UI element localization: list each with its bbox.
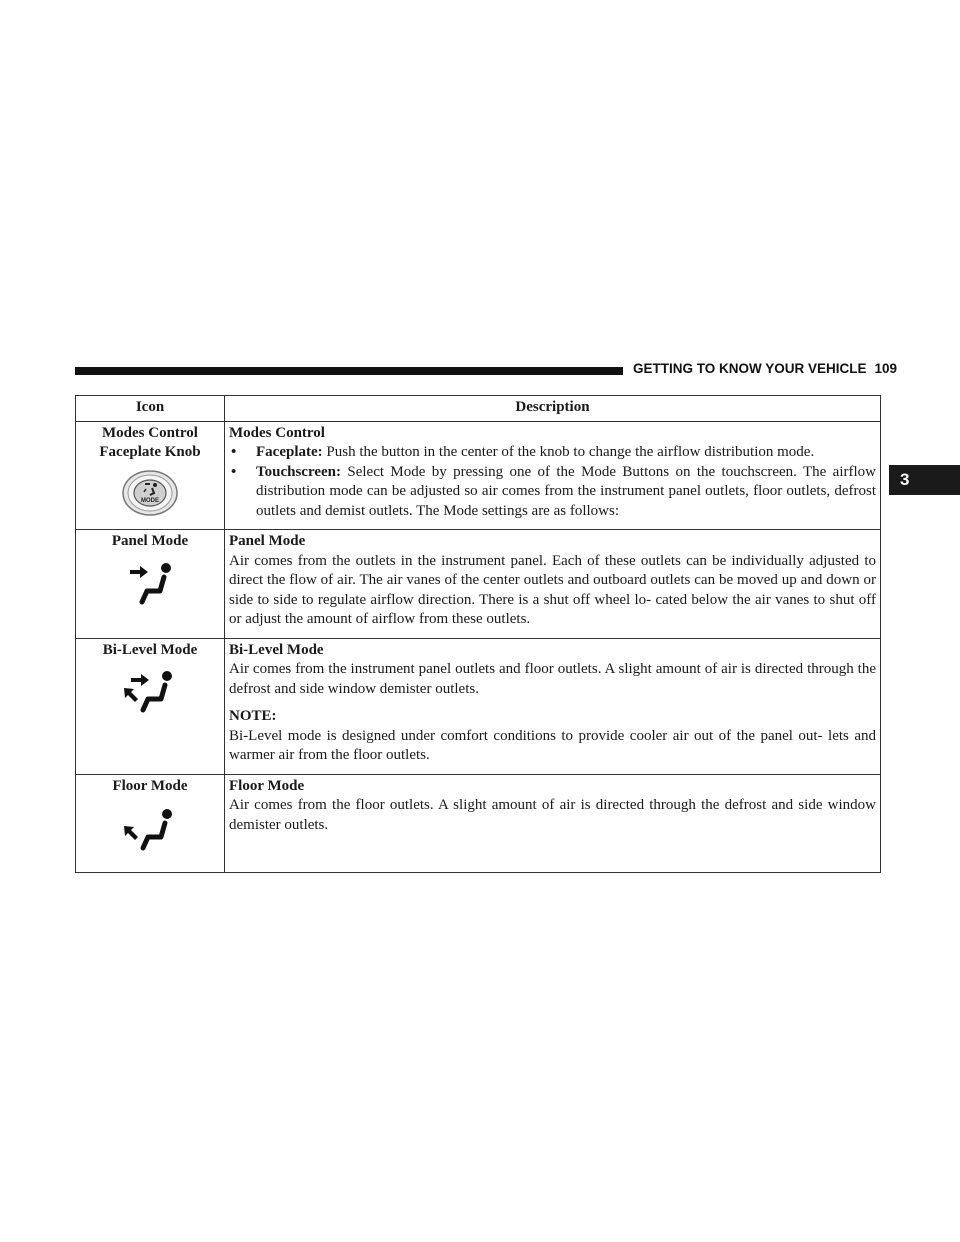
floor-mode-icon [119,802,181,854]
page-number: 109 [874,361,898,376]
table-row [76,421,881,530]
bullet-text: Select Mode by pressing one of the Mode Buttons on the touchscreen. The airflow distribution mode can be adjusted so air comes from the instrument panel outlets, floor outlets, defrost outlets and demist outlets. The Mode settings are as follows: [256,463,876,519]
note-text: Bi-Level mode is designed under comfort conditions to provide cooler air out of the panel out- lets and warmer air from the floor outlets. [229,727,876,763]
row-title: Floor Mode [229,777,305,794]
icon-label: Bi-Level Mode [102,641,198,658]
row-title: Panel Mode [229,533,306,549]
note-label: NOTE: [229,708,277,724]
icon-cell [76,638,225,774]
row-text: Air comes from the instrument panel outlets and floor outlets. A slight amount of air is directed through the defrost and side window demister outlets. [229,661,876,697]
row-text: Air comes from the floor outlets. A slight amount of air is directed through the defrost and side window demister outlets. [229,797,876,833]
bullet-item: • Faceplate: Push the button in the center of the knob to change the airflow distribution mode. [231,444,815,460]
modes-table [75,395,881,873]
row-title: Modes Control [229,424,325,441]
bullet-text: Push the button in the center of the knob to change the airflow distribution mode. [326,444,815,460]
icon-cell [76,530,225,639]
section-title: GETTING TO KNOW YOUR VEHICLE [633,361,867,376]
table-header-row [76,396,881,422]
table-row [76,530,881,639]
chapter-tab: 3 [889,465,960,495]
header-rule [75,367,623,375]
description-cell [225,421,881,530]
panel-mode-icon [120,558,180,608]
mode-knob-icon [119,469,181,517]
running-header [633,361,897,376]
description-cell [225,530,881,639]
table-row [76,774,881,873]
icon-label: Modes Control Faceplate Knob [99,424,201,460]
knob-label: MODE [141,497,159,504]
row-title: Bi-Level Mode [229,641,324,658]
icon-column-header: Icon [76,396,225,422]
icon-label: Floor Mode [112,777,188,794]
icon-cell [76,774,225,873]
icon-label: Panel Mode [111,533,189,549]
bi-level-mode-icon [119,666,181,716]
description-column-header: Description [225,396,881,422]
bullet-label: Touchscreen: [256,463,342,480]
icon-cell [76,421,225,530]
bullet-item: • Touchscreen: Select Mode by pressing one of the Mode Buttons on the touchscreen. The airflow distribution mode can be adjusted so air comes from the instrument panel outlets, floor outlets, defrost outlets and demist outlets. The Mode settings are as follows: [231,463,876,519]
table-row [76,638,881,774]
row-text: Air comes from the outlets in the instrument panel. Each of these outlets can be individually adjusted to direct the flow of air. The air vanes of the center outlets and outboard outlets can be moved up and down or side to side to regulate airflow direction. There is a shut off wheel lo- cated below the air vanes to shut off or adjust the amount of airflow from these outlets. [229,552,876,627]
description-cell [225,638,881,774]
description-cell [225,774,881,873]
bullet-label: Faceplate: [256,444,323,460]
